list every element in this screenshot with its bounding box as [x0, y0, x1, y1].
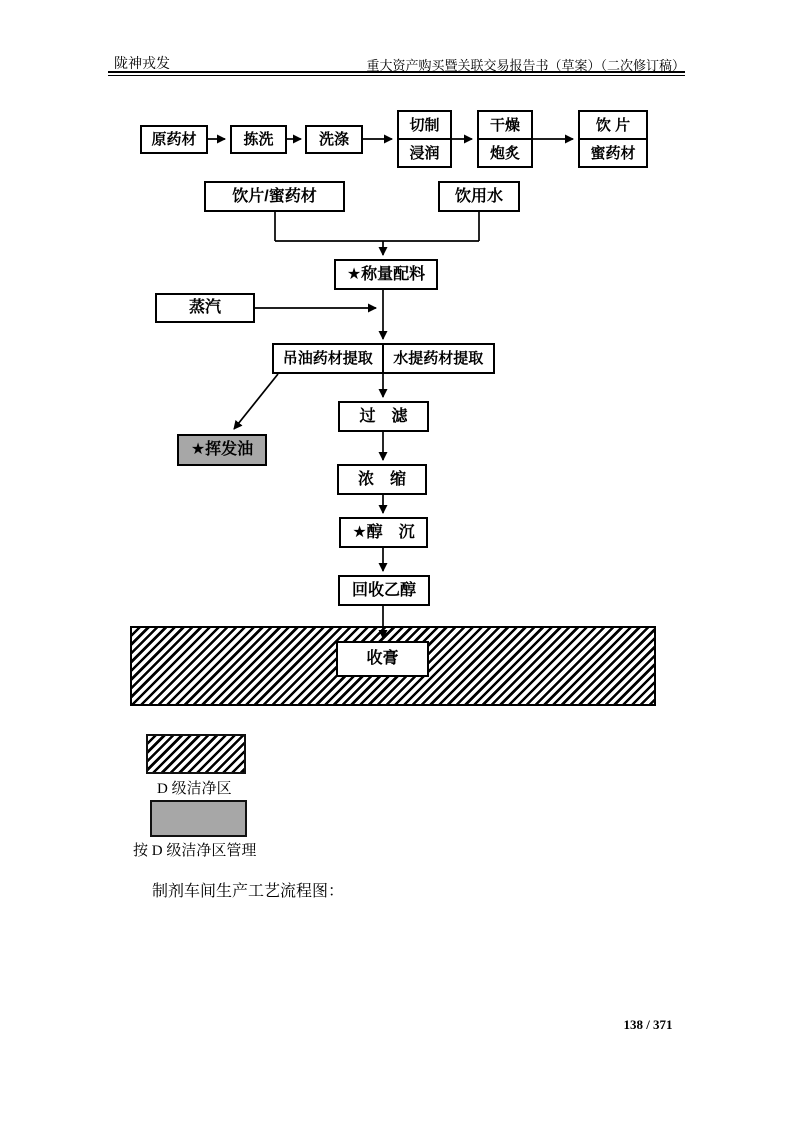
node-slices: 饮 片 [578, 110, 648, 140]
node-filtering: 过 滤 [338, 401, 429, 432]
node-cutting: 切制 [397, 110, 452, 140]
node-alcohol-precipitation: ★醇 沉 [339, 517, 428, 548]
node-oil-extraction: 吊油药材提取 [274, 345, 384, 372]
node-ethanol-recovery: 回收乙醇 [338, 575, 430, 606]
node-drying: 干燥 [477, 110, 533, 140]
node-washing: 洗涤 [305, 125, 363, 154]
header-company-name: 陇神戎发 [114, 57, 170, 72]
node-concentrating: 浓 缩 [337, 464, 427, 495]
node-paste-collection: 收膏 [336, 641, 429, 677]
legend-managed-as-d-label: 按 D 级洁净区管理 [133, 843, 257, 859]
node-raw-material: 原药材 [140, 125, 208, 154]
arrow-extraction-to-volatileoil [234, 374, 278, 429]
next-section-caption: 制剂车间生产工艺流程图： [152, 883, 345, 900]
page-number: 138 / 371 [623, 1017, 673, 1032]
node-honey-material: 蜜药材 [578, 138, 648, 168]
node-sorting: 拣洗 [230, 125, 287, 154]
node-roasting: 炮炙 [477, 138, 533, 168]
node-slices-honey: 饮片/蜜药材 [204, 181, 345, 212]
node-volatile-oil: ★挥发油 [177, 434, 267, 466]
legend-hatch-swatch [146, 734, 246, 774]
node-water-extraction: 水提药材提取 [393, 350, 484, 367]
header-divider-rule [108, 71, 685, 76]
node-steam: 蒸汽 [155, 293, 255, 323]
legend-d-clean-area-label: D 级洁净区 [157, 781, 232, 797]
node-weighing: ★称量配料 [334, 259, 438, 290]
header-document-title: 重大资产购买暨关联交易报告书（草案）（二次修订稿） [366, 58, 685, 73]
node-soaking: 浸润 [397, 138, 452, 168]
node-extraction [272, 343, 495, 374]
legend-gray-swatch [150, 800, 247, 837]
node-drinking-water: 饮用水 [438, 181, 520, 212]
